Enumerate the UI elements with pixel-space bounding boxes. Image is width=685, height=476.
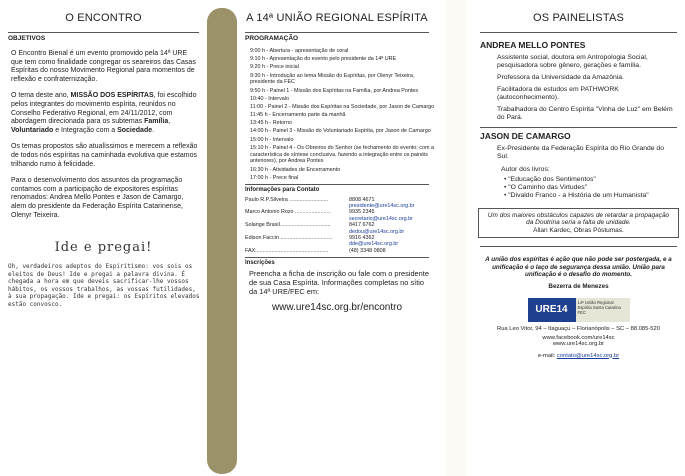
- program-item: 13:45 h - Retorno: [250, 120, 292, 127]
- divider: [245, 32, 429, 33]
- slogan-ide-e-pregai: Ide e pregai!: [54, 240, 153, 256]
- book-item: • "Divaldo Franco - a História de um Humanista": [504, 192, 649, 200]
- event-url-link[interactable]: www.ure14sc.org.br/encontro: [271, 302, 403, 314]
- contact-name: Paulo R.P.Silveira ..........................: [245, 196, 329, 203]
- program-item: 15:10 h - Painel 4 - Os Obreiros do Senhor (se fechamento do evento; com a característica de síntese conclusiva, fazendo a integração entre os painéis anteriores), por Andrea Pontes: [250, 144, 434, 165]
- facebook-link[interactable]: www.facebook.com/ure14sc: [542, 334, 615, 341]
- section-title-ure: A 14ª UNIÃO REGIONAL ESPÍRITA: [246, 12, 428, 24]
- email-link[interactable]: contato@ure14sc.org.br: [556, 352, 620, 359]
- column-encontro: [0, 0, 207, 476]
- divider: [480, 127, 677, 128]
- divider: [245, 257, 429, 258]
- contact-email-link[interactable]: dedou@ure14sc.org.br: [349, 228, 405, 235]
- label-programacao: PROGRAMAÇÃO: [245, 35, 299, 42]
- program-item: 9:10 h - Apresentação do evento pelo presidente da 14ª URE: [250, 56, 397, 63]
- program-item: 9:20 h - Prece inicial: [250, 64, 299, 71]
- paragraph-objective: O Encontro Bienal é um evento promovido pela 14ª URE que tem como finalidade congregar os seareiros das Casas Espíritas do nosso Movimento Regional para momentos de reflexão e confraternização.: [11, 50, 196, 83]
- contact-row: [245, 248, 437, 254]
- email-line: [472, 353, 685, 359]
- panelist-bio: Assistente social, doutora em Antropologia Social, pesquisadora sobre gênero, gerações e família.: [497, 54, 648, 69]
- subtheme-voluntariado: Voluntariado: [11, 126, 54, 134]
- quote-author: Allan Kardec, Obras Póstumas.: [533, 226, 624, 234]
- contact-phone: 8808 4671: [349, 196, 375, 203]
- program-item: 17:00 h - Prece final: [250, 174, 299, 181]
- panelist-bio: Professora da Universidade da Amazônia.: [497, 74, 624, 81]
- panelist-bio: Ex-Presidente da Federação Espírita do Rio Grande do Sul.: [497, 145, 664, 160]
- inscription-text: Preencha a ficha de inscrição ou fale com o presidente de sua Casa Espírita. Informações completas no sítio da 14ª URE/FEC em:: [249, 269, 429, 297]
- website-link[interactable]: www.ure14sc.org.br: [552, 340, 605, 347]
- section-title-encontro: O ENCONTRO: [65, 12, 142, 24]
- program-item: 14:00 h - Painel 3 - Missão do Voluntariado Espírita, por Jason de Camargo: [250, 128, 431, 135]
- divider: [480, 32, 677, 33]
- paragraph-theme: [11, 92, 199, 135]
- panelist-bio: Trabalhadora do Centro Espírita "Vinha de Luz" em Belém do Pará.: [497, 106, 673, 121]
- address: Rua Leo Vitor, 94 – Itaguaçu – Florianópolis – SC – 88.085-520: [497, 325, 660, 332]
- contact-name: Edison Faccin ...................................: [245, 235, 333, 242]
- subtitle-objetivos: OBJETIVOS: [8, 35, 46, 42]
- contact-email-link[interactable]: dde@ure14sc.org.br: [349, 241, 399, 248]
- contact-name: FAX:................................................: [245, 247, 329, 254]
- contact-phone: 9916 4362: [349, 235, 375, 242]
- column-ure: [237, 0, 437, 476]
- text: ,: [168, 118, 171, 126]
- label-inscricoes: Inscrições: [245, 260, 275, 267]
- contact-fax: (48) 3348 0808: [349, 247, 386, 254]
- text: O tema deste ano,: [11, 92, 71, 100]
- divider: [245, 184, 429, 185]
- book-item: • "Educação dos Sentimentos": [504, 176, 596, 183]
- email-label: e-mail:: [537, 352, 557, 359]
- panel-gap: [445, 0, 467, 476]
- program-item: 10:40 - Intervalo: [250, 95, 289, 102]
- decorative-fold-band: [207, 8, 237, 474]
- section-title-painelistas: OS PAINELISTAS: [532, 12, 625, 24]
- panelist-name-jason: JASON DE CAMARGO: [480, 131, 571, 141]
- ure14-logo: [472, 298, 685, 322]
- logo-mark: URE14: [528, 298, 576, 322]
- book-list: [504, 176, 677, 201]
- program-list: [250, 48, 437, 182]
- books-label: Autor dos livros:: [501, 166, 550, 173]
- quote-box: [478, 208, 679, 239]
- logo-text: 14ª União Regional Espírita Santa Catarina FEC: [576, 298, 630, 322]
- text: , foi escolhido pelos integrantes do movimento espírita, reunidos no Conselho Federativo Regional, em 24/11/2012, com abordagem direcionada para os subtemas: [11, 92, 197, 126]
- contact-email-link[interactable]: presidente@ure14sc.org.br: [349, 203, 415, 210]
- contact-name: Marco Antonio Rozo ........................: [245, 209, 331, 216]
- label-contacts: Informações para Contato: [245, 186, 320, 193]
- divider: [480, 246, 677, 247]
- program-item: 9:00 h - Abertura - apresentação de coral: [250, 48, 349, 54]
- program-item: 9:30 h - Introdução ao tema Missão do Espíritas, por Olenyr Teixeira, presidente da FEC: [250, 72, 415, 86]
- quote-text: Um dos maiores obstáculos capazes de retardar a propagação da Doutrina seria a falta de unidade.: [487, 211, 670, 227]
- contact-phone: 9935 2345: [349, 209, 375, 216]
- unity-quote: A união dos espíritas é ação que não pode ser postergada, e a unificação é o laço de segurança dessa união. União para unificação é o desafio do momento.: [485, 256, 672, 279]
- program-item: 15:00 h - Intervalo: [250, 136, 294, 143]
- column-painelistas: [472, 0, 685, 476]
- paragraph-themes: Os temas propostos são atualíssimos e merecem a reflexão de todos nós espíritas na caminhada evolutiva que estamos trilhando rumo à felicidade.: [11, 143, 198, 168]
- program-item: 11:45 h - Encerramento parte da manhã: [250, 112, 346, 119]
- contact-email-link[interactable]: secretario@ure14sc.org.br: [349, 215, 413, 222]
- program-item: 9:50 h - Painel 1 - Missão dos Espíritas na Família, por Andrea Pontes: [250, 87, 419, 94]
- book-item: • "O Caminho das Virtudes": [504, 184, 588, 192]
- contact-name: Solange Brasil..................................: [245, 222, 331, 229]
- text: .: [152, 126, 155, 134]
- theme-title: MISSÃO DOS ESPÍRITAS: [70, 92, 154, 100]
- panelist-name-andrea: ANDREA MELLO PONTES: [480, 40, 586, 50]
- closing-text: Oh, verdadeiros adeptos do Espiritismo: vos sois os eleitos de Deus! Ide e pregai a palavra divina. É chegada a hora em que deveis sacrificar-lhe vossos hábitos, os vossos trabalhos, as vossas futilidades, à sua propagação. Ide e pregai: os Espíritos elevados estão convosco.: [8, 263, 200, 309]
- program-item: 11:00 - Painel 2 - Missão dos Espíritas na Sociedade, por Jason de Camargo: [250, 103, 435, 110]
- subtheme-sociedade: Sociedade: [117, 126, 153, 134]
- unity-quote-author: Bezerra de Menezes: [548, 282, 609, 290]
- contact-phone: 8417 6762: [349, 222, 375, 229]
- panelist-bio: Facilitadora de estudos em PATHWORK (autoconhecimento).: [497, 86, 619, 101]
- paragraph-speakers: Para o desenvolvimento dos assuntos da programação contamos com a participação de expositores espíritas renomados: Andrea Mello Pontes e Jason de Camargo, alem do presidente da Federação Espírita Catarinense, Olenyr Teixeira.: [11, 177, 184, 219]
- subtheme-familia: Família: [144, 118, 169, 126]
- contact-list: [245, 197, 437, 255]
- divider: [8, 32, 199, 33]
- program-item: 16:30 h - Atividades de Encerramento: [250, 166, 341, 173]
- text: e Integração com a: [53, 126, 118, 134]
